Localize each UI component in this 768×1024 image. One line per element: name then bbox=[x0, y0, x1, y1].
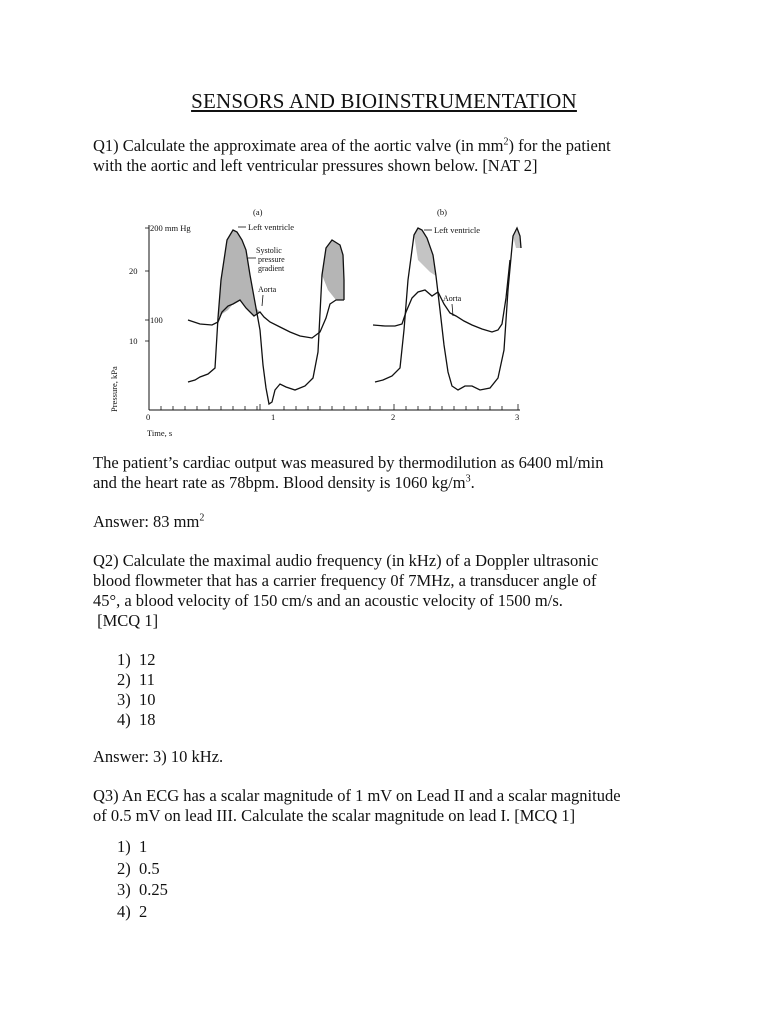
q1-line-1: Q1) Calculate the approximate area of the aortic valve (in $mm^2$) for the patient bbox=[93, 136, 611, 155]
q3-option-4: 4) 2 bbox=[117, 901, 148, 921]
q2-option-2: 2) 11 bbox=[117, 670, 155, 689]
q1-data-text bbox=[93, 453, 693, 493]
y-tick-20: 20 bbox=[129, 266, 138, 276]
y-ticks bbox=[145, 228, 149, 341]
a-aorta-label: Aorta bbox=[258, 285, 277, 294]
q2-answer: Answer: 3) 10 kHz. bbox=[93, 747, 224, 766]
q3-option-2: 2) 0.5 bbox=[117, 858, 160, 878]
q1-data-line-1: The patient’s cardiac output was measured by thermodilution as 6400 ml/min bbox=[93, 453, 604, 472]
q3-line-1: Q3) An ECG has a scalar magnitude of 1 mV on Lead II and a scalar magnitude bbox=[93, 786, 621, 805]
q3-question bbox=[93, 786, 693, 826]
q3-options bbox=[117, 836, 168, 922]
x-tick-3: 3 bbox=[515, 412, 520, 422]
y-axis-label: Pressure, kPa bbox=[109, 366, 119, 412]
x-tick-0: 0 bbox=[146, 412, 151, 422]
y-label-200mmhg: 200 mm Hg bbox=[150, 223, 191, 233]
x-tick-2: 2 bbox=[391, 412, 396, 422]
document-title: SENSORS AND BIOINSTRUMENTATION bbox=[191, 89, 577, 113]
systolic-gradient-shading-a bbox=[218, 230, 260, 318]
q3-line-2: of 0.5 mV on lead III. Calculate the scalar magnitude on lead I. [MCQ 1] bbox=[93, 806, 576, 825]
x-minor-ticks bbox=[161, 404, 518, 410]
a-gradient-label: gradient bbox=[258, 264, 285, 273]
q1-question bbox=[93, 136, 693, 176]
a-left-ventricle-label: Left ventricle bbox=[248, 222, 295, 232]
x-tick-1: 1 bbox=[271, 412, 276, 422]
q2-options bbox=[117, 650, 156, 730]
b-aorta-label: Aorta bbox=[443, 294, 462, 303]
q1-line-2: with the aortic and left ventricular pressures shown below. [NAT 2] bbox=[93, 156, 538, 175]
y-label-100: 100 bbox=[150, 315, 163, 325]
panel-b-label: (b) bbox=[437, 207, 447, 217]
q2-option-1: 1) 12 bbox=[117, 650, 156, 669]
a-pressure-label: pressure bbox=[258, 255, 285, 264]
q3-option-1: 1) 1 bbox=[117, 837, 148, 856]
q2-line-3: 45°, a blood velocity of 150 cm/s and an acoustic velocity of 1500 m/s. bbox=[93, 591, 563, 610]
q2-option-3: 3) 10 bbox=[117, 690, 156, 709]
pressure-figure bbox=[100, 200, 540, 445]
q1-data-line-2: and the heart rate as 78bpm. Blood density is 1060 $kg/m^3$. bbox=[93, 473, 475, 492]
q2-line-4: [MCQ 1] bbox=[93, 611, 159, 630]
a-systolic-label: Systolic bbox=[256, 246, 282, 255]
q2-line-2: blood flowmeter that has a carrier frequency 0f 7MHz, a transducer angle of bbox=[93, 571, 597, 590]
b-left-ventricle-label: Left ventricle bbox=[434, 225, 481, 235]
q2-question bbox=[93, 551, 693, 631]
q2-line-1: Q2) Calculate the maximal audio frequency (in kHz) of a Doppler ultrasonic bbox=[93, 551, 599, 570]
panel-a-label: (a) bbox=[253, 207, 263, 217]
a-aorta-arrow bbox=[262, 295, 263, 306]
q3-option-3: 3) 0.25 bbox=[117, 880, 168, 899]
q2-option-4: 4) 18 bbox=[117, 710, 156, 729]
q1-answer: Answer: 83 $mm^2$ bbox=[93, 512, 205, 531]
x-axis-label: Time, s bbox=[147, 428, 173, 438]
y-tick-10: 10 bbox=[129, 336, 138, 346]
